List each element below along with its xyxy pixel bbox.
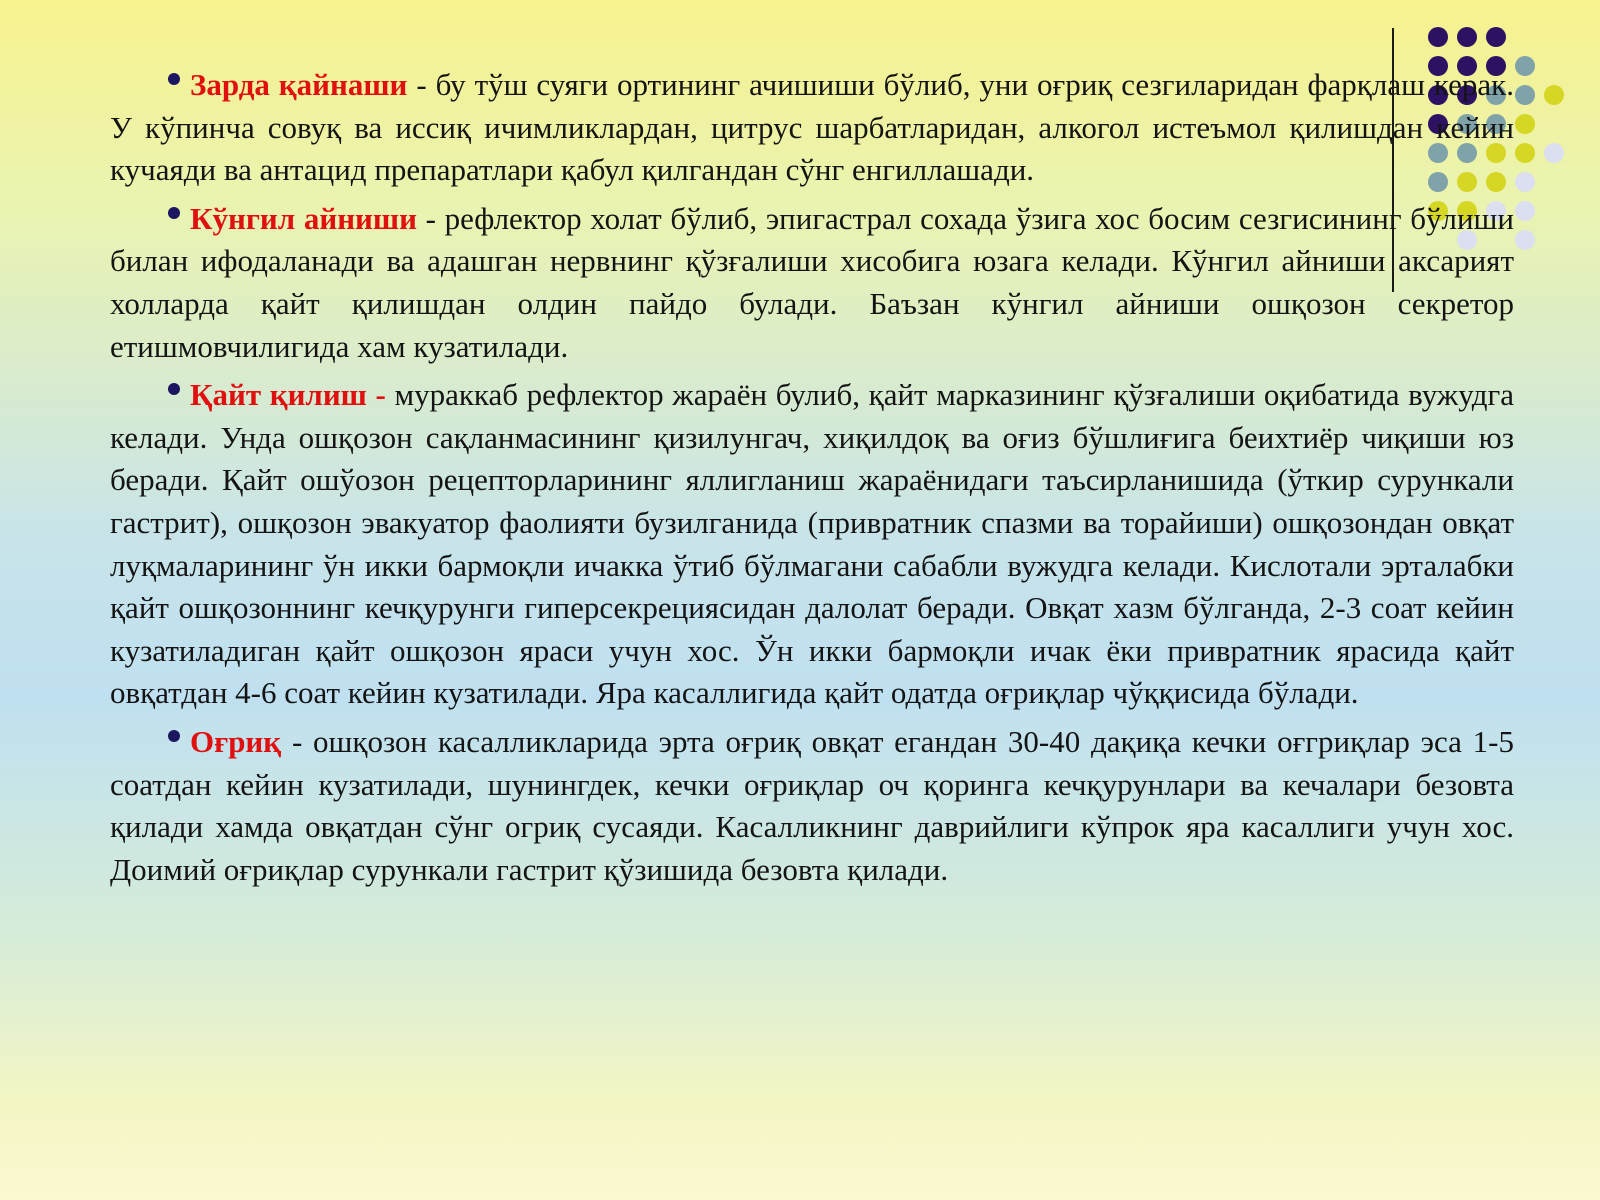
paragraph-heartburn (110, 64, 1514, 192)
term-vomiting: Қайт қилиш - (190, 377, 386, 413)
term-heartburn: Зарда қайнаши (190, 67, 408, 102)
dot-row-1 (1428, 27, 1506, 47)
paragraph-pain (110, 721, 1514, 891)
term-nausea: Кўнгил айниши (190, 200, 417, 236)
paragraph-text: - бу тўш суяги ортининг ачишиши бўлиб, уни оғриқ сезгиларидан фарқлаш керак. У кўпинча совуқ ва иссиқ ичимликлардан, цитрус шарбатларидан, алкогол истеъмол қилишдан кейин кучаяди ва антацид препаратлари қабул қилгандан сўнг енгиллашади. (110, 67, 1514, 188)
paragraph-text: - ошқозон касалликларида эрта оғриқ овқат егандан 30-40 дақиқа кечки оғгриқлар эса 1-5 соатдан кейин кузатилади, шунингдек, кечки оғриқлар оч қоринга кечқурунлари ва кечалари безовта қилади хамда овқатдан сўнг огриқ сусаяди. Касалликнинг даврийлиги кўпрок яра касаллиги учун хос. Доимий оғриқлар сурункали гастрит қўзишида безовта қилади. (110, 723, 1514, 887)
paragraph-nausea (110, 198, 1514, 368)
paragraph-text: мураккаб рефлектор жараён булиб, қайт марказининг қўзғалиши оқибатида вужудга келади. Унда ошқозон сақланмасининг қизилунгач, хиқилдоқ ва оғиз бўшлиғига беихтиёр чиқиши юз беради. Қайт ошўозон рецепторларининг яллигланиш жараёнидаги таъсирланишида (ўткир сурункали гастрит), ошқозон эвакуатор фаолияти бузилганида (привратник спазми ва торайиши) ошқозондан овқат луқмаларининг ўн икки бармоқли ичакка ўтиб бўлмагани сабабли вужудга келади. Кислотали эрталабки қайт ошқозоннинг кечқурунги гиперсекрециясидан далолат беради. Овқат хазм бўлганда, 2-3 соат кейин кузатиладиган қайт ошқозон яраси учун хос. Ўн икки бармоқли ичак ёки привратник ярасида қайт овқатдан 4-6 соат кейин кузатилади. Яра касаллигида қайт одатда оғриқлар чўққисида бўлади. (110, 377, 1514, 711)
paragraph-text: - рефлектор холат бўлиб, эпигастрал сохада ўзига хос босим сезгисининг бўлиши билан ифодаланади ва адашган нервнинг қўзғалиши хисобига юзага келади. Кўнгил айниши аксарият холларда қайт қилишдан олдин пайдо булади. Баъзан кўнгил айниши ошқозон секретор етишмовчилигида хам кузатилади. (110, 200, 1514, 364)
term-pain: Оғриқ (190, 723, 282, 759)
paragraph-vomiting (110, 374, 1514, 715)
slide-body (110, 64, 1514, 897)
